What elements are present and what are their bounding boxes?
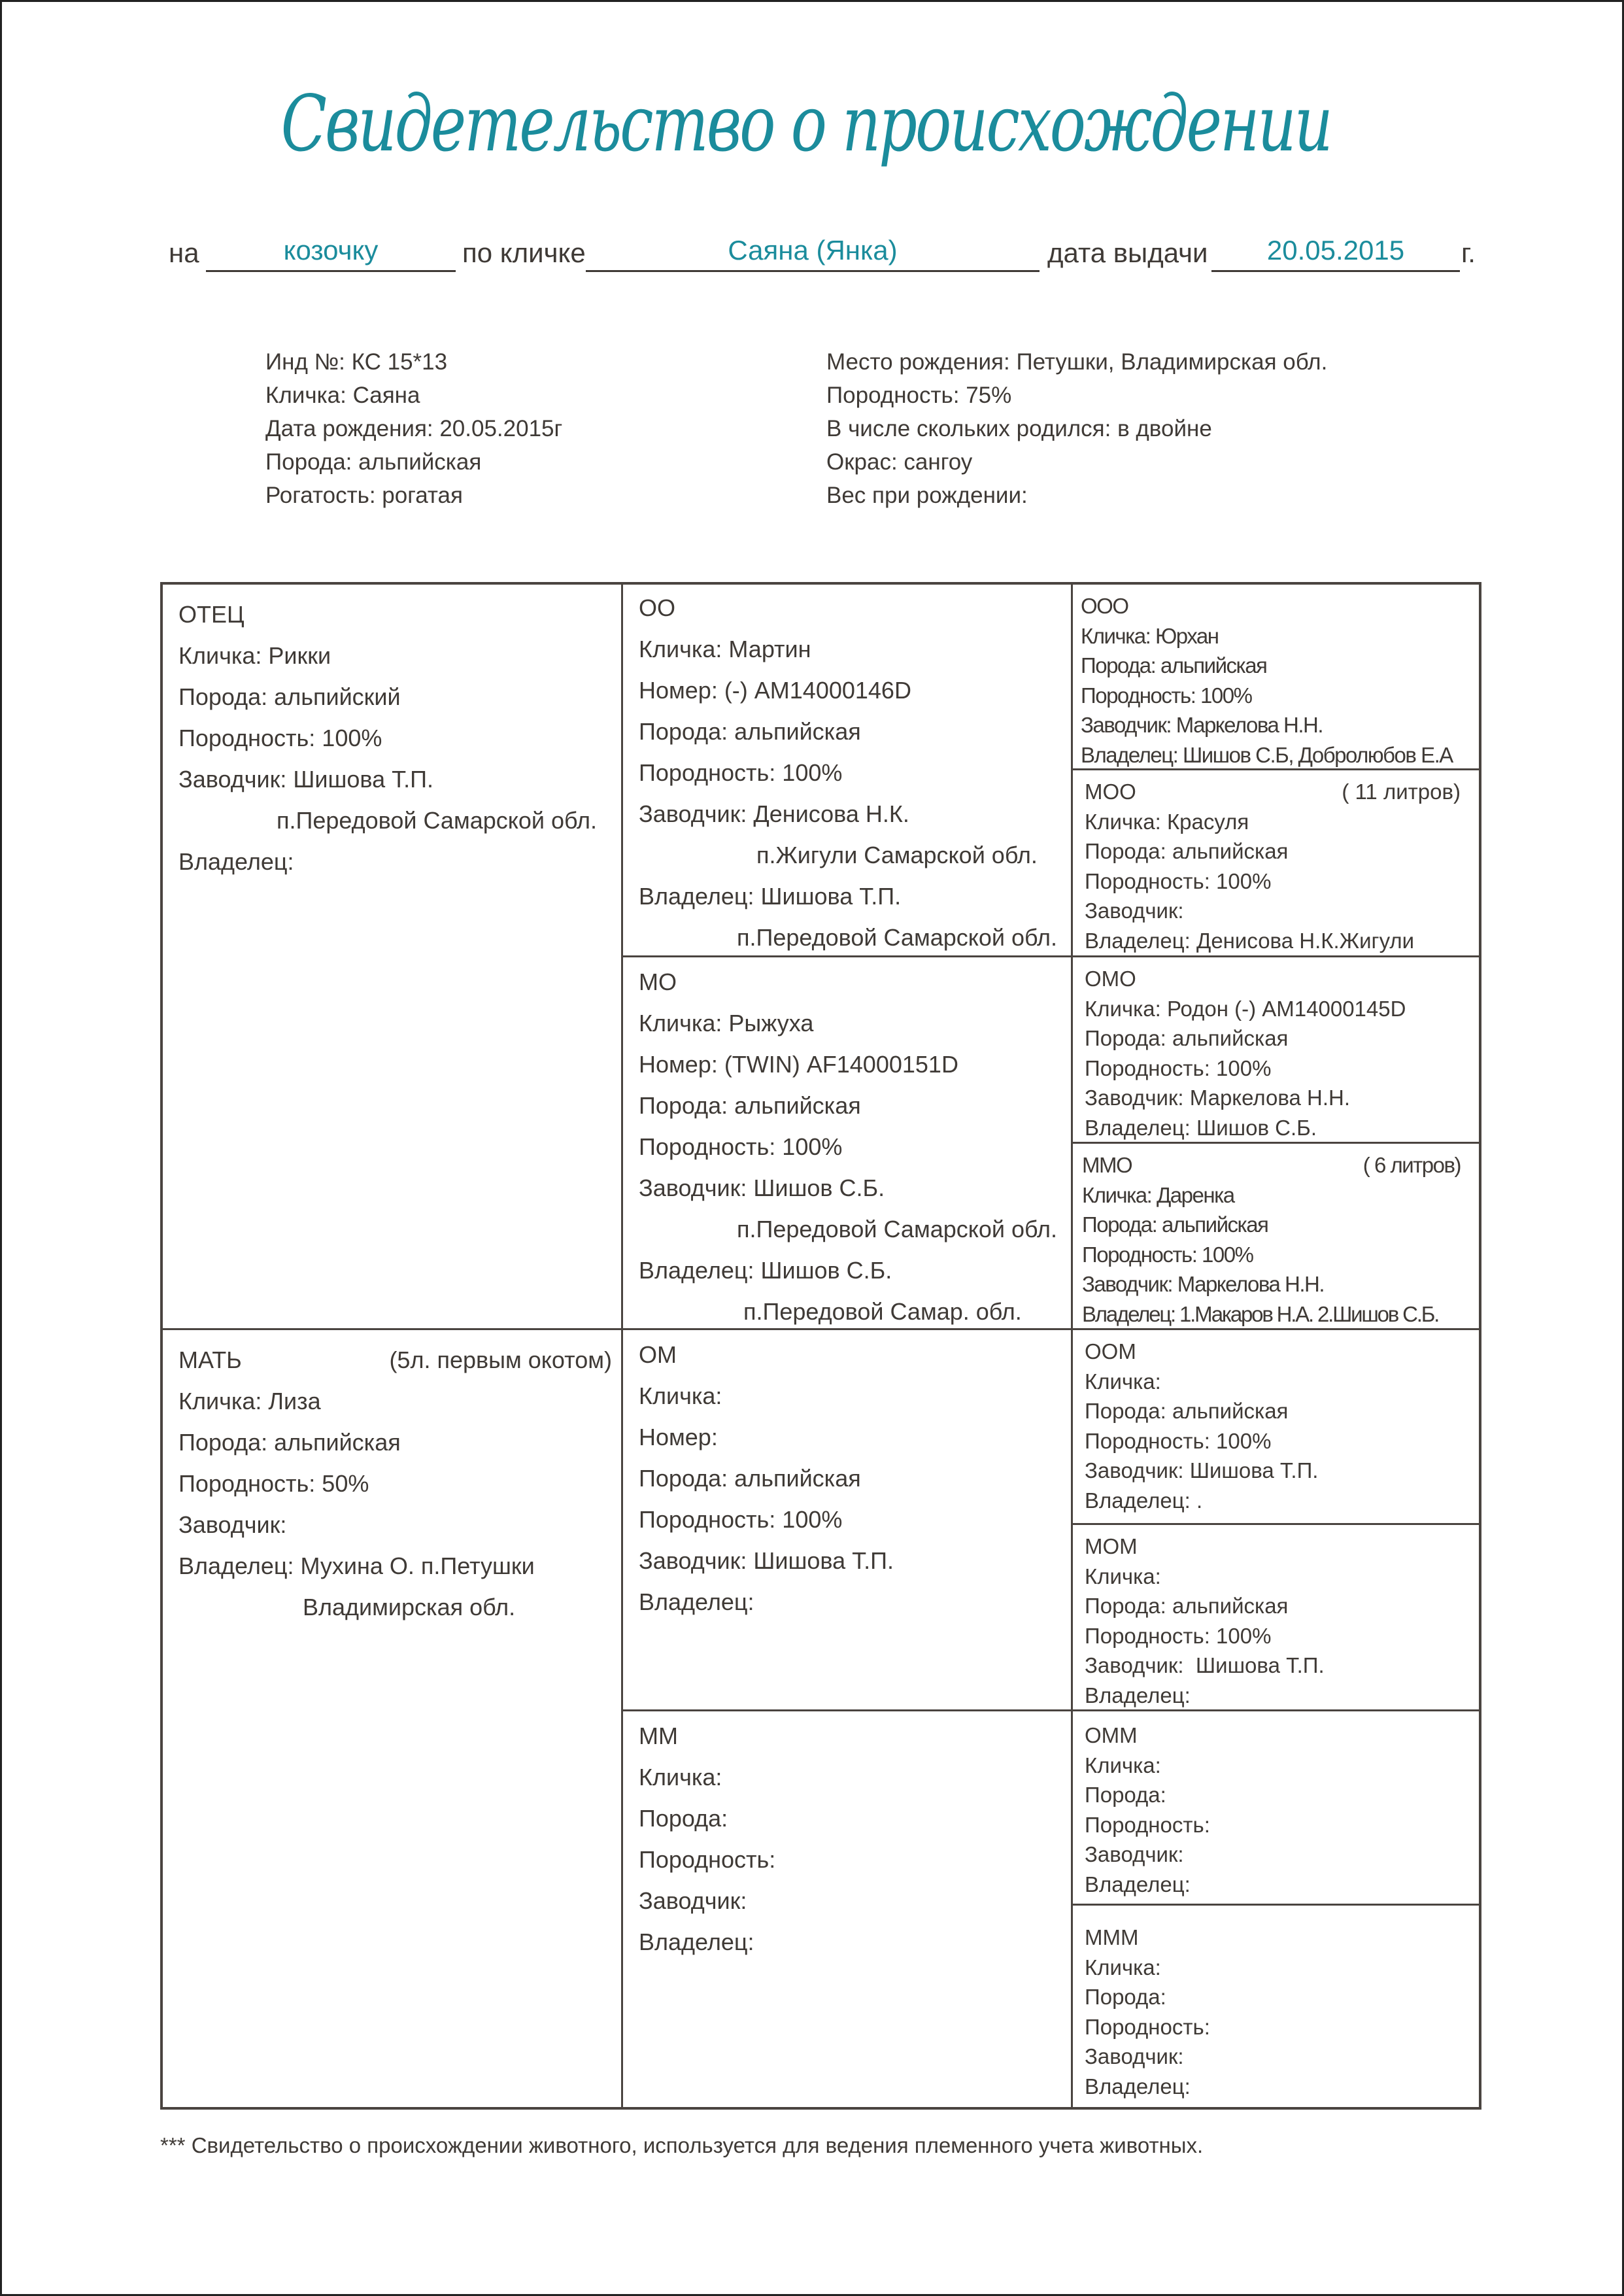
- omm-breeder: Заводчик:: [1085, 1842, 1184, 1866]
- moo-milk-note: ( 11 литров): [1342, 780, 1461, 804]
- ooo-owner: Владелец: Шишов С.Б, Добролюбов Е.А: [1081, 742, 1453, 767]
- mm-header: ММ: [639, 1722, 678, 1749]
- father-breed: Порода: альпийский: [178, 683, 401, 710]
- moo-purity: Породность: 100%: [1085, 868, 1272, 893]
- oo-breeder-location: п.Жигули Самарской обл.: [756, 842, 1038, 868]
- mmm-breeder: Заводчик:: [1085, 2044, 1184, 2068]
- father-breeder-location: п.Передовой Самарской обл.: [277, 807, 598, 834]
- birth-place: Место рождения: Петушки, Владимирская обл.: [826, 349, 1328, 375]
- mom-owner: Владелец:: [1085, 1683, 1191, 1707]
- oom-breeder: Заводчик: Шишова Т.П.: [1085, 1458, 1319, 1482]
- mmm-breed: Порода:: [1085, 1985, 1166, 2009]
- om-breeder: Заводчик: Шишова Т.П.: [639, 1547, 894, 1574]
- oo-owner-location: п.Передовой Самарской обл.: [737, 924, 1058, 951]
- om-cell: [623, 1330, 1071, 1709]
- om-owner: Владелец:: [639, 1588, 754, 1615]
- father-purity: Породность: 100%: [178, 725, 382, 751]
- oom-name: Кличка:: [1085, 1369, 1161, 1394]
- mother-breed: Порода: альпийская: [178, 1429, 401, 1456]
- om-breed: Порода: альпийская: [639, 1465, 861, 1492]
- mmo-breeder: Заводчик: Маркелова Н.Н.: [1082, 1272, 1325, 1296]
- mmm-cell: [1073, 1906, 1479, 2107]
- pedigree-table: [160, 582, 1481, 2110]
- oom-purity: Породность: 100%: [1085, 1428, 1272, 1453]
- mmo-owner: Владелец: 1.Макаров Н.А. 2.Шишов С.Б.: [1082, 1301, 1439, 1326]
- mother-header: МАТЬ: [178, 1346, 242, 1373]
- ooo-cell: [1073, 585, 1479, 768]
- mmo-purity: Породность: 100%: [1082, 1242, 1253, 1267]
- mother-owner-location: Владимирская обл.: [303, 1594, 516, 1620]
- animal-info-left: [265, 345, 562, 512]
- animal-name-field: Саяна (Янка): [586, 232, 1040, 272]
- mo-purity: Породность: 100%: [639, 1133, 843, 1160]
- oo-cell: [623, 585, 1071, 955]
- mmo-breed: Порода: альпийская: [1082, 1212, 1268, 1237]
- mm-breeder: Заводчик:: [639, 1887, 747, 1914]
- oo-name: Кличка: Мартин: [639, 636, 811, 662]
- animal-info-right: [826, 345, 1327, 512]
- omo-header: ОМО: [1085, 967, 1136, 991]
- footnote: *** Свидетельство о происхождении животного, используется для ведения племенного учета животных.: [160, 2133, 1204, 2157]
- father-name: Кличка: Рикки: [178, 642, 331, 669]
- oo-breed: Порода: альпийская: [639, 718, 861, 745]
- mom-breed: Порода: альпийская: [1085, 1594, 1289, 1618]
- omo-purity: Породность: 100%: [1085, 1055, 1272, 1080]
- mm-breed: Порода:: [639, 1805, 728, 1832]
- breed: Порода: альпийская: [265, 449, 482, 475]
- mmm-header: МММ: [1085, 1925, 1139, 1949]
- mo-breeder: Заводчик: Шишов С.Б.: [639, 1174, 885, 1201]
- breed-purity: Породность: 75%: [826, 383, 1012, 408]
- mm-name: Кличка:: [639, 1764, 722, 1791]
- mm-cell: [623, 1711, 1071, 2107]
- oom-breed: Порода: альпийская: [1085, 1399, 1289, 1423]
- mo-owner: Владелец: Шишов С.Б.: [639, 1257, 892, 1284]
- horn-status: Рогатость: рогатая: [265, 483, 463, 508]
- moo-header: МОО: [1085, 780, 1136, 804]
- mom-cell: [1073, 1525, 1479, 1709]
- ooo-name: Кличка: Юрхан: [1081, 623, 1219, 648]
- mmo-name: Кличка: Даренка: [1082, 1182, 1234, 1207]
- omo-breed: Порода: альпийская: [1085, 1026, 1289, 1050]
- mo-breed: Порода: альпийская: [639, 1092, 861, 1119]
- moo-cell: [1073, 770, 1479, 955]
- mother-name: Кличка: Лиза: [178, 1388, 321, 1414]
- oom-header: ООМ: [1085, 1339, 1136, 1363]
- oo-header: ОО: [639, 594, 676, 621]
- mmo-header-row: [1082, 1150, 1479, 1180]
- mmo-cell: [1073, 1144, 1479, 1328]
- mom-header: МОМ: [1085, 1534, 1138, 1558]
- omo-name: Кличка: Родон (-) AM14000145D: [1085, 996, 1406, 1021]
- om-number: Номер:: [639, 1424, 718, 1450]
- mmm-purity: Породность:: [1085, 2014, 1210, 2039]
- mom-breeder: Заводчик: Шишова Т.П.: [1085, 1653, 1325, 1677]
- omm-name: Кличка:: [1085, 1753, 1161, 1777]
- omo-breeder: Заводчик: Маркелова Н.Н.: [1085, 1086, 1351, 1110]
- oo-breeder: Заводчик: Денисова Н.К.: [639, 800, 909, 827]
- ooo-breeder: Заводчик: Маркелова Н.Н.: [1081, 713, 1323, 737]
- omo-owner: Владелец: Шишов С.Б.: [1085, 1115, 1317, 1140]
- ooo-header: ООО: [1081, 594, 1128, 618]
- ooo-breed: Порода: альпийская: [1081, 653, 1267, 677]
- moo-breed: Порода: альпийская: [1085, 839, 1289, 863]
- omo-cell: [1073, 957, 1479, 1142]
- moo-breeder: Заводчик:: [1085, 899, 1184, 923]
- ooo-purity: Породность: 100%: [1081, 683, 1252, 708]
- omm-header: ОММ: [1085, 1723, 1138, 1747]
- litter-size: В числе скольких родился: в двойне: [826, 416, 1212, 441]
- oo-owner: Владелец: Шишова Т.П.: [639, 883, 902, 910]
- coat-color: Окрас: сангоу: [826, 449, 973, 475]
- mm-owner: Владелец:: [639, 1928, 754, 1955]
- document-title: Свидетельство о происхождении: [280, 78, 1331, 169]
- om-purity: Породность: 100%: [639, 1506, 843, 1533]
- mother-breeder: Заводчик:: [178, 1511, 287, 1538]
- mother-header-row: [178, 1339, 621, 1380]
- issue-prefix: на: [169, 237, 199, 268]
- mother-cell: [163, 1330, 621, 2107]
- name-label: по кличке: [462, 237, 586, 268]
- mo-number: Номер: (TWIN) AF14000151D: [639, 1051, 958, 1078]
- animal-name: Кличка: Саяна: [265, 383, 420, 408]
- birth-weight: Вес при рождении:: [826, 483, 1028, 508]
- mo-name: Кличка: Рыжуха: [639, 1010, 814, 1037]
- moo-header-row: [1085, 777, 1479, 807]
- oo-number: Номер: (-) AM14000146D: [639, 677, 911, 704]
- mother-owner: Владелец: Мухина О. п.Петушки: [178, 1552, 535, 1579]
- issue-date-field: 20.05.2015: [1211, 232, 1460, 272]
- mmm-name: Кличка:: [1085, 1955, 1161, 1979]
- father-owner: Владелец:: [178, 848, 294, 875]
- om-header: ОМ: [639, 1341, 677, 1368]
- date-label: дата выдачи: [1047, 237, 1208, 268]
- mo-breeder-location: п.Передовой Самарской обл.: [737, 1216, 1058, 1242]
- father-header: ОТЕЦ: [178, 601, 245, 628]
- mo-owner-location: п.Передовой Самар. обл.: [743, 1298, 1022, 1325]
- mmm-owner: Владелец:: [1085, 2074, 1191, 2099]
- omm-cell: [1073, 1711, 1479, 1904]
- year-suffix: г.: [1461, 237, 1476, 268]
- father-breeder: Заводчик: Шишова Т.П.: [178, 766, 433, 793]
- oo-purity: Породность: 100%: [639, 759, 843, 786]
- mo-cell: [623, 957, 1071, 1328]
- moo-name: Кличка: Красуля: [1085, 809, 1249, 834]
- mo-header: МО: [639, 968, 677, 995]
- moo-owner: Владелец: Денисова Н.К.Жигули: [1085, 928, 1415, 953]
- omm-breed: Порода:: [1085, 1783, 1166, 1807]
- omm-purity: Породность:: [1085, 1812, 1210, 1837]
- individual-number: Инд №: КС 15*13: [265, 349, 448, 375]
- animal-type-field: козочку: [206, 232, 456, 272]
- mmo-header: ММО: [1082, 1153, 1132, 1177]
- birth-date: Дата рождения: 20.05.2015г: [265, 416, 563, 441]
- mmo-milk-note: ( 6 литров): [1362, 1153, 1461, 1177]
- om-name: Кличка:: [639, 1382, 722, 1409]
- mom-purity: Породность: 100%: [1085, 1623, 1272, 1648]
- father-cell: [163, 585, 621, 1328]
- oom-owner: Владелец: .: [1085, 1488, 1203, 1513]
- mother-purity: Породность: 50%: [178, 1470, 369, 1497]
- oom-cell: [1073, 1330, 1479, 1523]
- mm-purity: Породность:: [639, 1846, 776, 1873]
- mom-name: Кличка:: [1085, 1564, 1161, 1588]
- omm-owner: Владелец:: [1085, 1872, 1191, 1896]
- mother-note: (5л. первым окотом): [389, 1346, 612, 1373]
